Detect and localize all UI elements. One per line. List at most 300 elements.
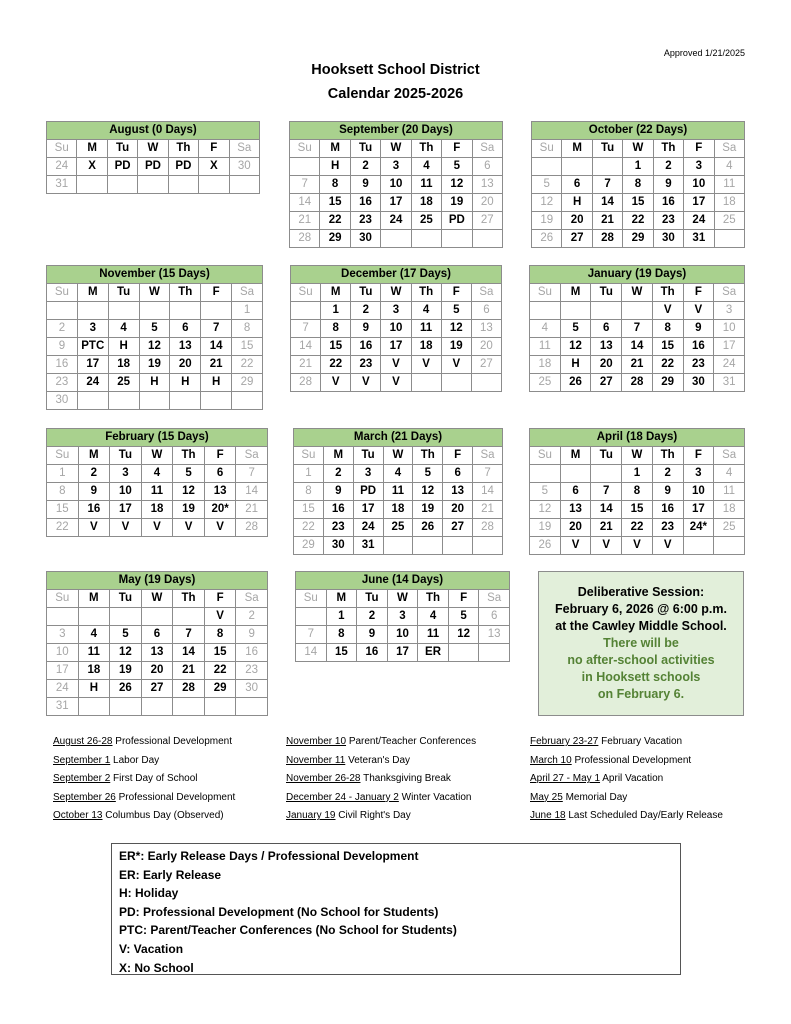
day-cell (201, 302, 232, 320)
day-cell: 28 (291, 374, 321, 392)
day-cell: 8 (204, 626, 236, 644)
day-header: F (199, 140, 229, 158)
day-cell: 1 (294, 465, 324, 483)
day-cell: 11 (141, 483, 173, 501)
day-header: Sa (714, 140, 744, 158)
day-cell (199, 176, 229, 194)
deliberative-line: February 6, 2026 @ 6:00 p.m. (555, 602, 727, 616)
month-calendar (293, 428, 503, 555)
day-header: F (204, 590, 236, 608)
day-cell (714, 230, 744, 248)
day-cell: 12 (530, 501, 561, 519)
day-cell: 4 (78, 626, 110, 644)
event-date: November 11 (286, 754, 346, 766)
event-date: January 19 (286, 810, 336, 822)
week-row (294, 465, 503, 483)
day-cell: 16 (47, 356, 78, 374)
day-cell: 12 (448, 626, 479, 644)
day-cell: 20 (141, 662, 173, 680)
legend-item: X: No School (119, 960, 194, 975)
day-header: Su (291, 284, 321, 302)
day-cell (296, 608, 327, 626)
day-header: M (323, 447, 353, 465)
day-cell: 26 (532, 230, 562, 248)
day-header: Su (47, 447, 79, 465)
day-cell: 13 (591, 338, 622, 356)
day-cell: 16 (683, 338, 714, 356)
day-cell: 22 (204, 662, 236, 680)
week-row (296, 626, 510, 644)
day-cell: 17 (381, 338, 411, 356)
week-row (530, 465, 745, 483)
month-table (46, 571, 268, 716)
day-cell: 20 (591, 356, 622, 374)
day-cell (77, 302, 108, 320)
day-cell: 1 (321, 302, 351, 320)
month-title: May (19 Days) (47, 572, 268, 590)
day-cell: H (201, 374, 232, 392)
day-cell: 2 (652, 465, 683, 483)
day-header: W (623, 140, 653, 158)
day-cell: 20 (560, 519, 591, 537)
day-cell: 14 (473, 483, 503, 501)
legend-item: V: Vacation (119, 941, 184, 956)
day-cell: V (622, 537, 653, 555)
day-cell: 4 (714, 158, 744, 176)
day-cell: 24 (47, 158, 77, 176)
day-header: F (442, 140, 472, 158)
day-cell (77, 392, 108, 410)
day-cell: 11 (530, 338, 561, 356)
day-cell: H (560, 356, 591, 374)
day-cell: V (683, 302, 714, 320)
day-cell (173, 698, 205, 716)
event-desc: April Vacation (602, 773, 664, 785)
day-cell: 5 (560, 320, 591, 338)
day-cell: 6 (479, 608, 510, 626)
day-cell: 16 (350, 194, 380, 212)
day-cell: 26 (110, 680, 142, 698)
day-cell: 3 (110, 465, 142, 483)
day-cell: 9 (653, 176, 683, 194)
day-cell: 9 (683, 320, 714, 338)
event-desc: February Vacation (601, 736, 683, 747)
day-cell: 3 (47, 626, 79, 644)
day-cell: 31 (47, 176, 77, 194)
day-cell: H (78, 680, 110, 698)
day-cell (229, 176, 259, 194)
day-cell: 7 (236, 465, 268, 483)
day-cell: 27 (141, 680, 173, 698)
day-header: Sa (714, 284, 745, 302)
day-header: Sa (229, 140, 259, 158)
day-cell: 5 (441, 302, 471, 320)
event-date: May 25 (530, 791, 563, 803)
month-table (531, 121, 745, 248)
event-date: September 2 (53, 773, 111, 785)
day-cell (560, 465, 591, 483)
day-cell: 10 (110, 483, 142, 501)
day-cell: 11 (418, 626, 449, 644)
day-header: Tu (108, 284, 139, 302)
day-cell (471, 374, 501, 392)
month-table (293, 428, 503, 555)
day-cell: 28 (173, 680, 205, 698)
day-cell (141, 698, 173, 716)
month-calendar (46, 428, 268, 537)
day-header: Th (170, 284, 201, 302)
day-cell: 22 (232, 356, 263, 374)
week-row (47, 644, 268, 662)
day-cell: 8 (47, 483, 79, 501)
month-title: March (21 Days) (294, 429, 503, 447)
day-cell: H (562, 194, 592, 212)
day-cell (479, 644, 510, 662)
event-desc: Parent/Teacher Conferences (348, 736, 477, 747)
day-cell: PD (353, 483, 383, 501)
day-cell: 4 (411, 302, 441, 320)
day-cell (232, 392, 263, 410)
day-cell: 25 (714, 212, 744, 230)
events-column-2 (286, 733, 476, 826)
week-row (294, 537, 503, 555)
day-header: Su (47, 284, 78, 302)
day-cell: 6 (560, 483, 591, 501)
day-cell: 12 (413, 483, 443, 501)
day-cell: 3 (714, 302, 745, 320)
day-cell (383, 537, 413, 555)
day-header: Su (47, 140, 77, 158)
week-row (47, 608, 268, 626)
day-cell: 23 (683, 356, 714, 374)
day-cell (472, 230, 502, 248)
day-cell: 1 (623, 158, 653, 176)
day-cell: 5 (110, 626, 142, 644)
day-header: Sa (714, 447, 745, 465)
day-cell: V (78, 519, 110, 537)
week-row (294, 483, 503, 501)
event-desc: Columbus Day (Observed) (105, 810, 224, 822)
day-cell: 18 (78, 662, 110, 680)
day-cell: 3 (77, 320, 108, 338)
week-row (290, 230, 503, 248)
day-header: W (622, 284, 653, 302)
day-cell: V (411, 356, 441, 374)
day-cell: 6 (141, 626, 173, 644)
day-header: W (622, 447, 653, 465)
day-cell: 20* (204, 501, 236, 519)
day-cell: V (173, 519, 205, 537)
month-title: December (17 Days) (291, 266, 502, 284)
day-cell: 14 (173, 644, 205, 662)
day-cell: V (591, 537, 622, 555)
week-row (296, 644, 510, 662)
event-date: November 26-28 (286, 773, 361, 785)
day-cell (413, 537, 443, 555)
day-cell: 8 (623, 176, 653, 194)
week-row (47, 519, 268, 537)
day-cell: 12 (139, 338, 170, 356)
day-cell: 25 (530, 374, 561, 392)
day-cell: 23 (323, 519, 353, 537)
day-cell: 12 (110, 644, 142, 662)
day-header: W (381, 284, 411, 302)
day-cell: 5 (173, 465, 205, 483)
month-calendar (46, 265, 263, 410)
day-cell: 19 (139, 356, 170, 374)
day-cell: 22 (320, 212, 350, 230)
day-header: Sa (232, 284, 263, 302)
day-cell: 29 (320, 230, 350, 248)
month-table (46, 428, 268, 537)
approved-date: Approved 1/21/2025 (663, 48, 745, 58)
day-cell (714, 537, 745, 555)
day-cell (683, 537, 714, 555)
day-cell: 3 (381, 302, 411, 320)
day-cell (170, 392, 201, 410)
day-cell: 7 (622, 320, 653, 338)
week-row (290, 176, 503, 194)
day-cell (168, 176, 198, 194)
day-cell: 3 (684, 158, 714, 176)
event-desc: Winter Vacation (401, 791, 472, 803)
event-desc: Veteran's Day (348, 754, 411, 766)
day-cell: 15 (652, 338, 683, 356)
day-cell: 2 (78, 465, 110, 483)
week-row (47, 158, 260, 176)
day-cell (291, 302, 321, 320)
day-cell: 9 (78, 483, 110, 501)
week-row (47, 662, 268, 680)
day-header: M (78, 447, 110, 465)
week-row (530, 519, 745, 537)
day-cell: 24 (684, 212, 714, 230)
day-cell (108, 302, 139, 320)
month-table (295, 571, 510, 662)
day-cell: 2 (236, 608, 268, 626)
day-cell: 19 (442, 194, 472, 212)
week-row (530, 501, 745, 519)
day-cell: 14 (201, 338, 232, 356)
day-cell: 10 (684, 176, 714, 194)
month-calendar (295, 571, 510, 662)
day-cell: 10 (387, 626, 418, 644)
event-date: March 10 (530, 754, 572, 766)
event-date: August 26-28 (53, 736, 113, 747)
week-row (47, 320, 263, 338)
month-table (289, 121, 503, 248)
week-row (47, 392, 263, 410)
day-cell: X (199, 158, 229, 176)
day-cell: 30 (47, 392, 78, 410)
day-cell: PD (138, 158, 168, 176)
day-cell: 9 (350, 176, 380, 194)
month-title: April (18 Days) (530, 429, 745, 447)
day-cell: 3 (381, 158, 411, 176)
day-cell: H (170, 374, 201, 392)
day-header: Su (296, 590, 327, 608)
day-cell (77, 176, 107, 194)
event-item (286, 752, 476, 771)
day-cell (139, 302, 170, 320)
day-cell: H (320, 158, 350, 176)
month-title: October (22 Days) (532, 122, 745, 140)
day-header: W (387, 590, 418, 608)
day-cell: 13 (472, 176, 502, 194)
day-cell: 11 (411, 176, 441, 194)
day-cell (530, 302, 561, 320)
day-cell: 16 (323, 501, 353, 519)
day-cell: 21 (473, 501, 503, 519)
week-row (291, 356, 502, 374)
day-cell: V (381, 374, 411, 392)
day-cell: 10 (683, 483, 714, 501)
day-cell: 24 (714, 356, 745, 374)
month-title: January (19 Days) (530, 266, 745, 284)
day-cell: 7 (290, 176, 320, 194)
event-date: November 10 (286, 736, 347, 747)
day-cell: 22 (47, 519, 79, 537)
week-row (532, 176, 745, 194)
day-header: Sa (471, 284, 501, 302)
day-header: Su (530, 447, 561, 465)
day-cell: 4 (530, 320, 561, 338)
month-calendar (46, 121, 260, 194)
week-row (47, 483, 268, 501)
day-header: M (77, 140, 107, 158)
day-cell: 25 (383, 519, 413, 537)
day-cell: 18 (383, 501, 413, 519)
day-header: F (683, 284, 714, 302)
day-cell: 6 (591, 320, 622, 338)
week-row (530, 374, 745, 392)
day-cell: 9 (351, 320, 381, 338)
day-header: Th (652, 284, 683, 302)
day-cell (560, 302, 591, 320)
day-cell: 27 (471, 356, 501, 374)
day-cell (622, 302, 653, 320)
day-cell: 21 (173, 662, 205, 680)
day-cell: V (560, 537, 591, 555)
day-header: Sa (479, 590, 510, 608)
day-cell: 24 (381, 212, 411, 230)
day-cell: V (204, 519, 236, 537)
day-header: Sa (473, 447, 503, 465)
day-cell: 20 (562, 212, 592, 230)
day-cell: 20 (170, 356, 201, 374)
day-cell: 23 (653, 212, 683, 230)
day-cell: 16 (351, 338, 381, 356)
event-desc: Civil Right's Day (338, 810, 411, 822)
day-cell: 5 (530, 483, 561, 501)
month-calendar (531, 121, 745, 248)
day-cell: 14 (291, 338, 321, 356)
month-table (46, 265, 263, 410)
day-header: Tu (350, 140, 380, 158)
day-header: Tu (110, 590, 142, 608)
day-header: M (560, 284, 591, 302)
day-cell: 9 (652, 483, 683, 501)
day-cell: 20 (471, 338, 501, 356)
event-date: December 24 - January 2 (286, 791, 399, 803)
event-desc: Last Scheduled Day/Early Release (568, 810, 723, 822)
day-cell: 9 (236, 626, 268, 644)
week-row (291, 302, 502, 320)
day-cell: 11 (714, 176, 744, 194)
day-cell (110, 698, 142, 716)
day-cell: 7 (473, 465, 503, 483)
day-cell: 29 (652, 374, 683, 392)
day-cell: 29 (294, 537, 324, 555)
day-cell: 31 (47, 698, 79, 716)
week-row (530, 537, 745, 555)
day-header: Th (653, 140, 683, 158)
day-header: Sa (236, 447, 268, 465)
week-row (296, 608, 510, 626)
day-cell: 31 (714, 374, 745, 392)
day-header: Su (530, 284, 561, 302)
day-cell: 19 (413, 501, 443, 519)
week-row (47, 626, 268, 644)
event-date: September 26 (53, 791, 116, 803)
month-table (529, 265, 745, 392)
event-item (53, 752, 235, 771)
day-cell: 13 (443, 483, 473, 501)
event-date: June 18 (530, 810, 566, 822)
month-title: February (15 Days) (47, 429, 268, 447)
day-cell (141, 608, 173, 626)
day-cell: 1 (47, 465, 79, 483)
day-cell (236, 698, 268, 716)
day-cell: V (204, 608, 236, 626)
day-cell (139, 392, 170, 410)
day-header: Tu (591, 284, 622, 302)
day-header: Su (47, 590, 79, 608)
month-table (46, 121, 260, 194)
day-cell: 11 (714, 483, 745, 501)
event-desc: First Day of School (113, 773, 198, 785)
day-cell (443, 537, 473, 555)
day-cell: 4 (411, 158, 441, 176)
day-cell: 17 (683, 501, 714, 519)
event-date: February 23-27 (530, 736, 599, 747)
week-row (47, 465, 268, 483)
day-cell: 30 (323, 537, 353, 555)
day-cell (411, 374, 441, 392)
month-title: September (20 Days) (290, 122, 503, 140)
month-calendar (46, 571, 268, 716)
day-header: Th (418, 590, 449, 608)
day-cell: 10 (381, 320, 411, 338)
day-cell: PTC (77, 338, 108, 356)
week-row (47, 698, 268, 716)
day-cell: 9 (323, 483, 353, 501)
month-calendar (529, 428, 745, 555)
day-cell: 11 (411, 320, 441, 338)
month-calendar (290, 265, 502, 392)
event-item (530, 770, 723, 789)
day-cell (591, 465, 622, 483)
day-header: Th (413, 447, 443, 465)
month-title: June (14 Days) (296, 572, 510, 590)
day-cell: 8 (622, 483, 653, 501)
legend-item: PTC: Parent/Teacher Conferences (No School for Students) (119, 923, 457, 938)
day-cell: 30 (229, 158, 259, 176)
day-cell: 23 (47, 374, 78, 392)
day-header: Tu (351, 284, 381, 302)
day-cell: 28 (473, 519, 503, 537)
day-cell: 17 (381, 194, 411, 212)
